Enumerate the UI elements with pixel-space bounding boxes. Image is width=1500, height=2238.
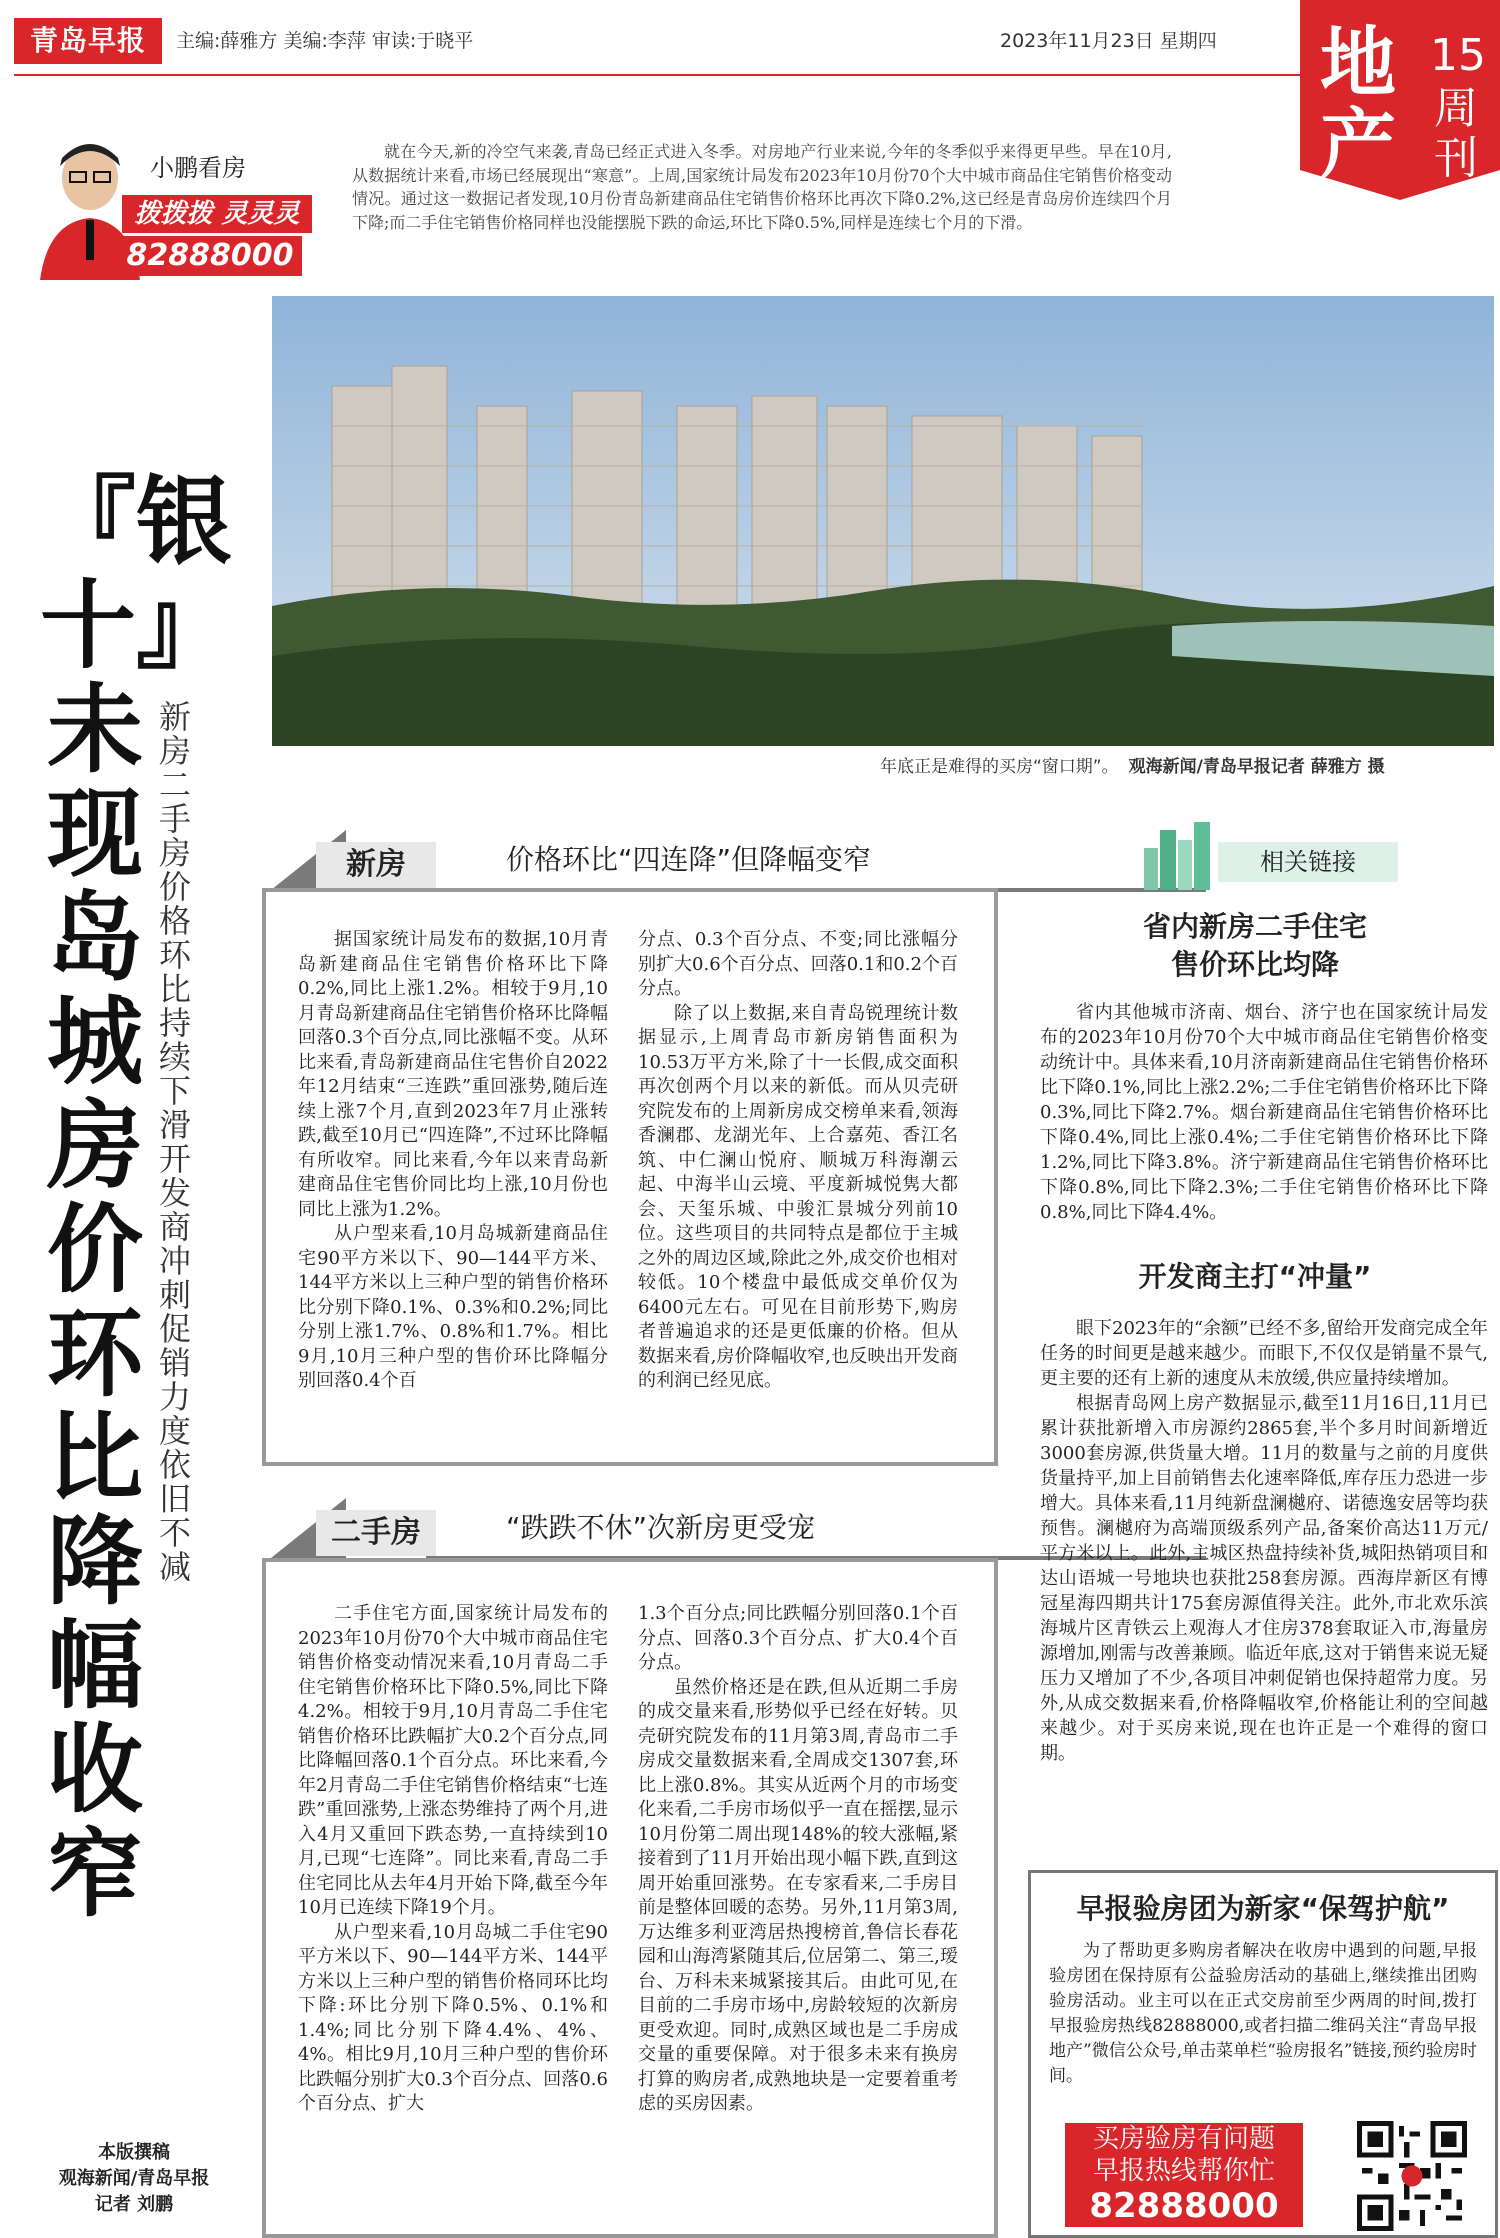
section-type: 周刊 (1434, 83, 1478, 184)
paragraph: 虽然价格还是在跌,但从近期二手房的成交量来看,形势似乎已经在好转。贝壳研究院发布的11月第3周,青岛市二手房成交量数据来看,全周成交1307套,环比上涨0.8%。其实从近两个月的市场变化来看,二手房市场似乎一直在摇摆,显示10月份第二周出现148%的较大涨幅,紧接着到了11月开始出现小幅下跌,直到这周开始重回涨势。在专家看来,二手房目前是整体回暖的态势。另外,11月第3周,万达维多利亚湾居热搜榜首,鲁信长春花园和山海湾紧随其后,位居第二、第三,瑷台、万科未来城紧接其后。由此可见,在目前的二手房市场中,房龄较短的次新房更受欢迎。同时,成熟区域也是二手房成交量的重要保障。对于很多未来有换房打算的购房者,成熟地块是一定要着重考虑的买房因素。 (638, 1676, 958, 2114)
editor-credits: 主编:薛雅方 美编:李萍 审读:于晓平 (176, 30, 474, 52)
paragraph: 从户型来看,10月岛城二手住宅90平方米以下、90—144平方米、144平方米以上三种户型的销售价格同环比均下降:环比分别下降0.5%、0.1%和1.4%;同比分别下降4.4%、4%、4%。相比9月,10月三种户型的售价环比跌幅分别扩大0.3个百分点、回落0.6个百分点、扩大 (298, 1921, 608, 2114)
qr-code-icon (1357, 2121, 1467, 2231)
main-headline: 『银十』未现 岛城房价环比降幅收窄 (40, 466, 232, 1930)
housing-photo (272, 296, 1494, 746)
issue-date: 2023年11月23日 星期四 (1000, 30, 1217, 52)
paragraph: 据国家统计局发布的数据,10月青岛新建商品住宅销售价格环比下降0.2%,同比上涨1.2%。相较于9月,10月青岛新建商品住宅销售价格环比降幅回落0.3个百分点,同比涨幅不变。从环比来看,青岛新建商品住宅售价自2022年12月结束“三连跌”重回涨势,随后连续上涨7个月,直到2023年7月止涨转跌,截至10月已“四连降”,不过环比降幅有所收窄。同比来看,今年以来青岛新建商品住宅售价同比均上涨,10月份也同比上涨为1.2%。 (298, 929, 608, 1220)
section-label-second: 二手房 (316, 1510, 436, 1556)
promo-banner (1065, 2123, 1303, 2227)
banner-line-2: 早报热线帮你忙 (1092, 2156, 1275, 2186)
photo-credit: 观海新闻/青岛早报记者 薛雅方 摄 (1128, 757, 1385, 777)
related-body-2 (1040, 1316, 1488, 1766)
paragraph: 二手住宅方面,国家统计局发布的2023年10月份70个大中城市商品住宅销售价格变动情况来看,10月青岛二手住宅销售价格环比下降0.5%,同比下降4.2%。相较于9月,10月青岛二手住宅销售价格环比跌幅扩大0.2个百分点,同比降幅回落0.1个百分点。环比来看,今年2月青岛二手住宅销售价格结束“七连跌”重回涨势,上涨态势维持了两个月,进入4月又重回下跌态势,一直持续到10月,已现“七连降”。同比来看,青岛二手住宅同比从去年4月开始下降,截至今年10月已连续下降19个月。 (298, 1603, 608, 1918)
paragraph: 眼下2023年的“余额”已经不多,留给开发商完成全年任务的时间更是越来越少。而眼下,不仅仅是销量不景气,更主要的还有上新的速度从未放缓,供应量持续增加。 (1040, 1318, 1488, 1389)
paragraph: 根据青岛网上房产数据显示,截至11月16日,11月已累计获批新增入市房源约2865套,半个多月时间新增近3000套房源,供货量大增。11月的数量与之前的月度供货量持平,加上目前销售去化速率降低,库存压力恐进一步增大。具体来看,11月纯新盘澜樾府、诺德逸安居等均获预售。澜樾府为高端顶级系列产品,备案价高达11万元/平方米以上。此外,主城区热盘持续补货,城阳热销项目和达山语城一号地块也获批258套房源。西海岸新区有博冠星海四期共计175套房源值得关注。此外,市北欢乐滨海城片区青铁云上观海人才住房378套取证入市,海量房源增加,刚需与改善兼顾。临近年底,这对于销售来说无疑压力又增加了不少,各项目冲刺促销也保持超常力度。另外,从成交数据来看,价格降幅收窄,价格能让利的空间越来越少。对于买房来说,现在也许正是一个难得的窗口期。 (1040, 1393, 1488, 1764)
article-column (298, 928, 608, 1394)
columnist-slogan: 拨拨拨 灵灵灵 (122, 195, 312, 233)
byline-line-3: 记者 刘鹏 (94, 2194, 174, 2215)
paragraph: 从户型来看,10月岛城新建商品住宅90平方米以下、90—144平方米、144平方米以上三种户型的销售价格环比分别下降0.1%、0.3%和0.2%;同比分别上涨1.7%、0.8%和1.7%。相比9月,10月三种户型的售价环比降幅分别回落0.4个百 (298, 1223, 608, 1391)
photo-caption (880, 752, 1385, 777)
section-bar-second (266, 1498, 966, 1562)
section-name: 地产 (1320, 18, 1396, 189)
caption-text: 年底正是难得的买房“窗口期”。 (880, 757, 1119, 777)
buildings-icon (1140, 818, 1220, 890)
intro-paragraph: 就在今天,新的冷空气来袭,青岛已经正式进入冬季。对房地产行业来说,今年的冬季似乎来得更早些。早在10月,从数据统计来看,市场已经展现出“寒意”。上周,国家统计局发布2023年10月份70个大中城市商品住宅销售价格变动情况。通过这一数据记者发现,10月份青岛新建商品住宅销售价格环比再次下降0.2%,这已经是青岛房价连续四个月下降;而二手住宅销售价格同样也没能摆脱下跌的命运,环比下降0.5%,同样是连续七个月的下滑。 (352, 142, 1172, 232)
related-links-tag: 相关链接 (1218, 842, 1398, 882)
paragraph: 除了以上数据,来自青岛锐理统计数据显示,上周青岛市新房销售面积为10.53万平方米,除了十一长假,成交面积再次创两个月以来的新低。而从贝壳研究院发布的上周新房成交榜单来看,领海香澜郡、龙湖光年、上合嘉苑、香江名筑、中仁澜山悦府、顺城万科海潮云起、中海半山云境、平度新城悦隽大都会、天玺乐城、中骏汇景城分列前10位。这些项目的共同特点是都位于主城之外的周边区域,除此之外,成交价也相对较低。10个楼盘中最低成交单价仅为6400元左右。可见在目前形势下,购房者普遍追求的还是更低廉的价格。但从数据来看,房价降幅收窄,也反映出开发商的利润已经见底。 (638, 1002, 958, 1391)
promo-title: 早报验房团为新家“保驾护航” (1076, 1892, 1450, 1925)
promo-body: 为了帮助更多购房者解决在收房中遇到的问题,早报验房团在保持原有公益验房活动的基础上,继续推出团购验房活动。业主可以在正式交房前至少两周的时间,拨打早报验房热线82888000,或者扫描二维码关注“青岛早报地产”微信公众号,单击菜单栏“验房报名”链接,预约验房时间。 (1049, 1941, 1477, 2086)
promo-box (1028, 1870, 1498, 2238)
section-title-second: “跌跌不休”次新房更受宠 (506, 1511, 816, 1544)
header-rule (14, 74, 1304, 76)
section-bar-new (266, 830, 966, 894)
columnist-name: 小鹏看房 (150, 154, 246, 182)
banner-line-1: 买房验房有问题 (1092, 2124, 1275, 2154)
related-body-1 (1040, 1000, 1488, 1225)
article-column (298, 1602, 608, 2117)
sub-headline: 新房二手房价格环比持续下滑 开发商冲刺促销力度依旧不减 (158, 698, 191, 1586)
section-tab (1300, 0, 1500, 200)
page-number: 15 (1430, 30, 1486, 81)
article-box-new (262, 888, 998, 1466)
paragraph: 1.3个百分点;同比跌幅分别回落0.1个百分点、回落0.3个百分点、扩大0.4个百分点。 (638, 1603, 958, 1673)
related-title-1: 省内新房二手住宅 售价环比均降 (1142, 910, 1367, 981)
related-title-2: 开发商主打“冲量” (1138, 1260, 1372, 1293)
article-box-second (262, 1558, 998, 2238)
paragraph: 省内其他城市济南、烟台、济宁也在国家统计局发布的2023年10月份70个大中城市商品住宅销售价格变动统计中。具体来看,10月济南新建商品住宅销售价格环比下降0.1%,同比上涨2.2%;二手住宅销售价格环比下降0.3%,同比下降2.7%。烟台新建商品住宅销售价格环比下降0.4%,同比上涨0.4%;二手住宅销售价格环比下降1.2%,同比下降3.8%。济宁新建商品住宅销售价格环比下降0.8%,同比下降2.3%;二手住宅销售价格环比下降0.8%,同比下降4.4%。 (1040, 1002, 1488, 1223)
byline-credit (44, 2140, 224, 2218)
article-column (638, 928, 958, 1394)
paragraph: 分点、0.3个百分点、不变;同比涨幅分别扩大0.6个百分点、回落0.1和0.2个百分点。 (638, 929, 958, 999)
columnist-phone: 82888000 (118, 236, 302, 276)
byline-line-2: 观海新闻/青岛早报 (58, 2168, 210, 2189)
banner-phone: 82888000 (1089, 2186, 1279, 2226)
byline-line-1: 本版撰稿 (98, 2142, 170, 2163)
section-label-new: 新房 (316, 842, 436, 888)
masthead-logo: 青岛早报 (14, 18, 162, 64)
article-column (638, 1602, 958, 2117)
section-title-new: 价格环比“四连降”但降幅变窄 (506, 843, 872, 876)
